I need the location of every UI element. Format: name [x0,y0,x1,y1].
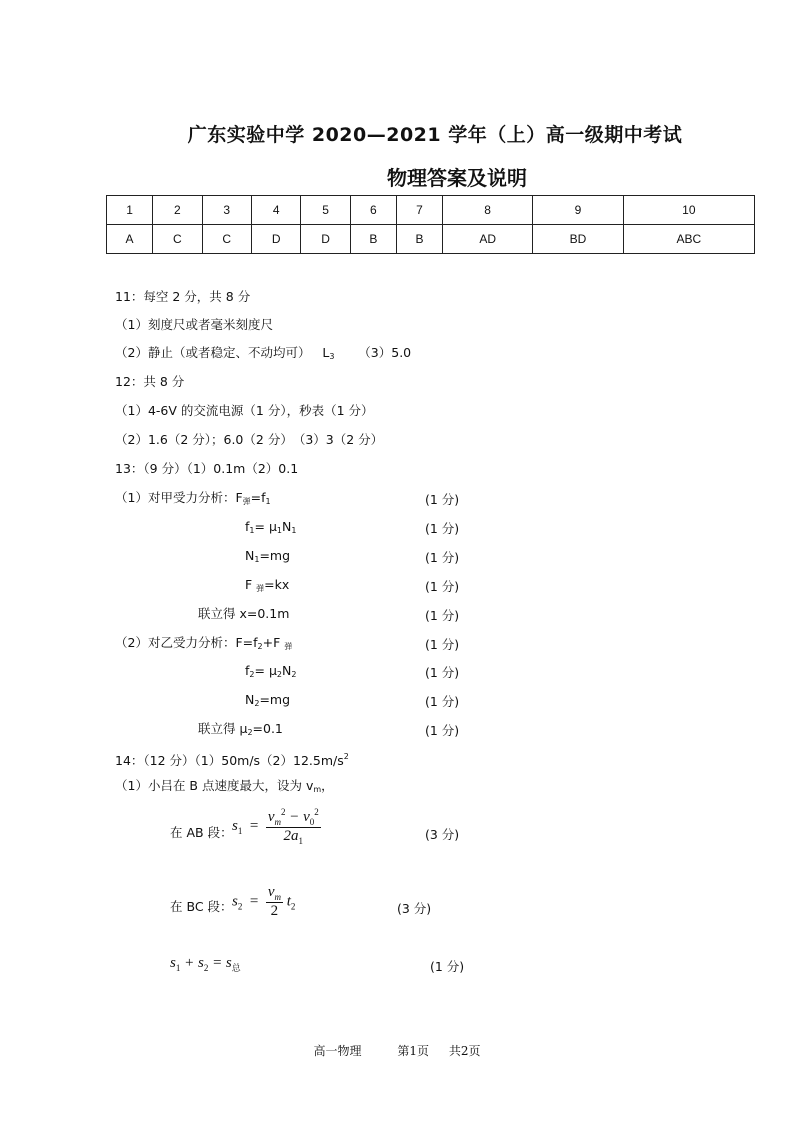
score-label: (1 分) [425,492,460,507]
q13-line6: （2）对乙受力分析：$F=f_2+F$ $_弹$ [115,635,293,651]
answer-cell: AD [442,225,532,254]
q13-line7: $f_2= \mu_2N_2$ [245,663,297,679]
answer-cell: A [107,225,153,254]
score-label: (3 分) [397,901,432,916]
footer-subject: 高一物理 [313,1044,362,1058]
answer-cell: BD [533,225,623,254]
bc-segment-formula: $s_2$ = $\frac{v_m}{2}$ $t_2$ [232,884,296,919]
q12-heading: 12：共 8 分 [115,374,185,389]
sum-formula: $s_1 + s_2 = s_总$ [170,955,241,973]
score-label: (1 分) [425,521,460,536]
question-number: 7 [396,196,442,225]
answer-cell: B [350,225,396,254]
q13-line9: 联立得 $\mu_2=0.1$ [198,721,283,737]
q11-part2: （2）静止（或者稳定、不动均可） $L_3$ （3）5.0 [115,345,412,361]
answer-cell: B [396,225,442,254]
ab-segment-formula: $s_1$ = $\frac{v_m^2 - v_0^2}{2a_1}$ [232,807,319,846]
ab-segment-label: 在 AB 段： [170,825,233,840]
answer-cell: ABC [623,225,754,254]
question-number: 1 [107,196,153,225]
q13-line1: （1）对甲受力分析：$F_弹=f_1$ [115,490,271,506]
q13-line4: F $_弹$=kx [245,577,290,593]
q13-line5: 联立得 x=0.1m [198,606,290,621]
question-number: 4 [251,196,300,225]
q13-heading: 13：（9 分）（1）0.1m（2）0.1 [115,461,299,476]
bc-segment-label: 在 BC 段： [170,899,233,914]
q13-line8: $N_2=mg$ [245,692,291,708]
answer-cell: C [202,225,251,254]
q11-part1: （1）刻度尺或者毫米刻度尺 [115,317,273,332]
score-label: (1 分) [425,723,460,738]
score-label: (1 分) [425,637,460,652]
score-label: (1 分) [425,550,460,565]
question-number: 2 [153,196,202,225]
q14-heading: 14：（12 分）$(1)50m/s(2)12.5m/s^2$ [115,752,349,768]
score-label: (1 分) [430,959,465,974]
question-number: 10 [623,196,754,225]
question-number: 5 [301,196,350,225]
score-label: (1 分) [425,665,460,680]
q14-part1: （1）小吕在 B 点速度最大，设为 $v_m$， [115,778,334,794]
question-number: 8 [442,196,532,225]
score-label: (1 分) [425,694,460,709]
footer-page: 第1页 [397,1044,429,1058]
question-number: 9 [533,196,623,225]
question-number: 6 [350,196,396,225]
score-label: (3 分) [425,827,460,842]
question-number: 3 [202,196,251,225]
answer-cell: D [251,225,300,254]
footer-total: 共2页 [448,1044,481,1058]
answer-cell: D [301,225,350,254]
q12-part1: （1）4-6V 的交流电源（1 分），秒表（1 分） [115,403,374,418]
score-label: (1 分) [425,579,460,594]
answer-table-answer-row [107,225,755,254]
q13-line3: $N_1=mg$ [245,548,291,564]
q11-heading: 11：每空 2 分，共 8 分 [115,289,251,304]
score-label: (1 分) [425,608,460,623]
q13-line2: $f_1= \mu_1N_1$ [245,519,297,535]
answer-table [106,195,755,254]
q12-part2: （2）1.6（2 分）；6.0（2 分） （3）3（2 分） [115,432,384,447]
page-footer [0,1042,794,1059]
answer-cell: C [153,225,202,254]
answer-subtitle: 物理答案及说明 [387,166,527,190]
answer-table-number-row [107,196,755,225]
exam-title: 广东实验中学 2020—2021 学年（上）高一级期中考试 [187,124,683,146]
